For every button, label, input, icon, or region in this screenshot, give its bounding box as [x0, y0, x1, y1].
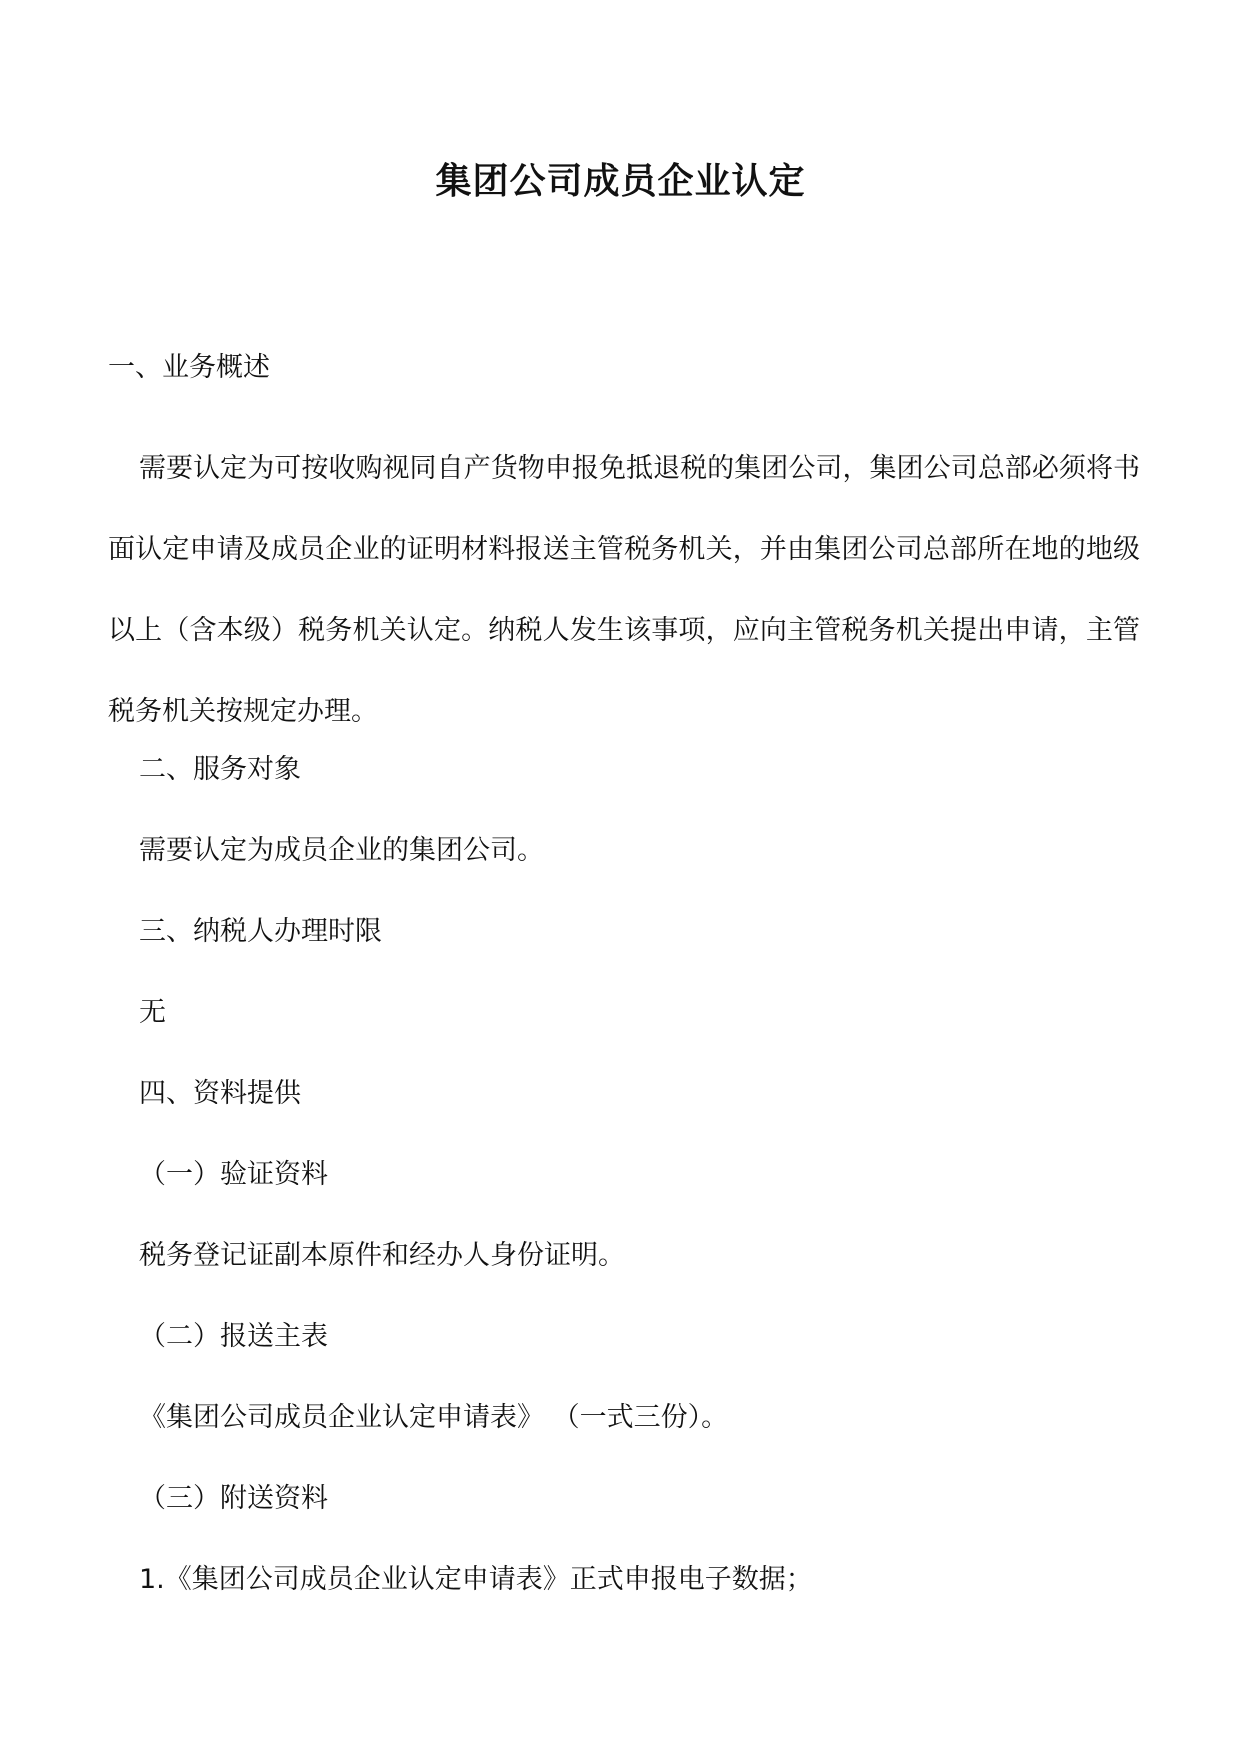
- section-3-heading: 三、纳税人办理时限: [139, 916, 382, 947]
- section-1-heading: 一、业务概述: [108, 352, 270, 383]
- section-1-body: 需要认定为可按收购视同自产货物申报免抵退税的集团公司，集团公司总部必须将书面认定申请及成员企业的证明材料报送主管税务机关，并由集团公司总部所在地的地级以上（含本级）税务机关认定。纳税人发生该事项，应向主管税务机关提出申请，主管税务机关按规定办理。: [108, 453, 1140, 727]
- subsection-1-heading: （一）验证资料: [139, 1159, 328, 1190]
- subsection-3-heading: （三）附送资料: [139, 1483, 328, 1514]
- subsection-3-item-1: 1.《集团公司成员企业认定申请表》正式申报电子数据；: [139, 1564, 813, 1595]
- section-2-body: 需要认定为成员企业的集团公司。: [139, 835, 544, 866]
- section-2-heading: 二、服务对象: [139, 754, 301, 785]
- section-3-body: 无: [139, 997, 166, 1028]
- document-title: 集团公司成员企业认定: [435, 161, 806, 202]
- subsection-1-body: 税务登记证副本原件和经办人身份证明。: [139, 1240, 625, 1271]
- subsection-2-heading: （二）报送主表: [139, 1321, 328, 1352]
- section-4-heading: 四、资料提供: [139, 1078, 301, 1109]
- subsection-2-body: 《集团公司成员企业认定申请表》 （一式三份）。: [139, 1402, 729, 1433]
